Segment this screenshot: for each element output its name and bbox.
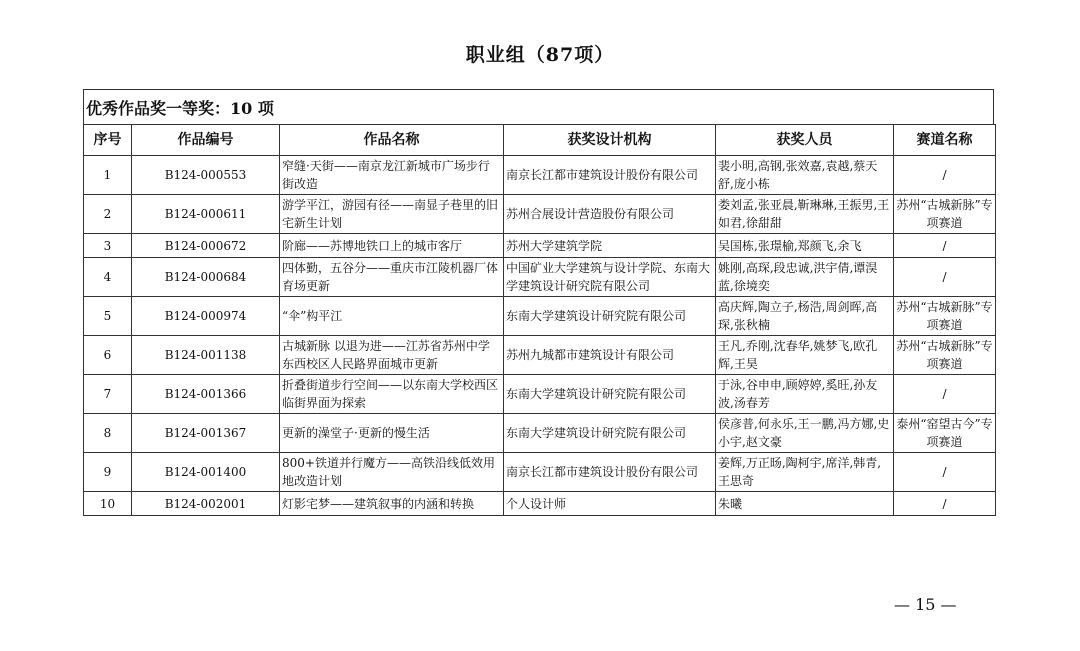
cell-people: 吴国栋,张璟榆,郑颜飞,余飞: [716, 234, 894, 258]
table-row: [84, 195, 996, 234]
cell-code: B124-000684: [132, 258, 280, 297]
cell-track: /: [894, 375, 996, 414]
cell-no: 2: [84, 195, 132, 234]
column-header-code: 作品编号: [132, 125, 280, 156]
cell-people: 侯彦普,何永乐,王一鹏,冯方娜,史小宇,赵文豪: [716, 414, 894, 453]
cell-org: 苏州合展设计营造股份有限公司: [504, 195, 716, 234]
table-row: [84, 453, 996, 492]
cell-org: 个人设计师: [504, 492, 716, 516]
cell-name: 灯影宅梦——建筑叙事的内涵和转换: [280, 492, 504, 516]
table-row: [84, 414, 996, 453]
cell-name: 折叠街道步行空间——以东南大学校西区临街界面为探索: [280, 375, 504, 414]
cell-no: 8: [84, 414, 132, 453]
cell-people: 裴小明,高钢,张效嘉,袁越,蔡天舒,庞小栋: [716, 156, 894, 195]
cell-people: 朱曦: [716, 492, 894, 516]
awards-table: [83, 124, 996, 516]
cell-org: 南京长江都市建筑设计股份有限公司: [504, 453, 716, 492]
cell-code: B124-000974: [132, 297, 280, 336]
table-row: [84, 234, 996, 258]
table-header-row: [84, 125, 996, 156]
cell-name: 更新的澡堂子·更新的慢生活: [280, 414, 504, 453]
cell-name: 800+铁道并行魔方——高铁沿线低效用地改造计划: [280, 453, 504, 492]
cell-people: 姜辉,万正旸,陶柯宇,席洋,韩青,王思奇: [716, 453, 894, 492]
cell-no: 4: [84, 258, 132, 297]
cell-people: 王凡,乔刚,沈春华,姚梦飞,欧孔辉,王昊: [716, 336, 894, 375]
cell-people: 高庆辉,陶立子,杨浩,周剑晖,高琛,张秋楠: [716, 297, 894, 336]
cell-org: 中国矿业大学建筑与设计学院、东南大学建筑设计研究院有限公司: [504, 258, 716, 297]
cell-no: 3: [84, 234, 132, 258]
column-header-org: 获奖设计机构: [504, 125, 716, 156]
cell-name: “伞”构平江: [280, 297, 504, 336]
cell-code: B124-001366: [132, 375, 280, 414]
cell-track: 苏州“古城新脉”专项赛道: [894, 195, 996, 234]
cell-no: 6: [84, 336, 132, 375]
table-row: [84, 492, 996, 516]
cell-org: 苏州九城都市建筑设计有限公司: [504, 336, 716, 375]
cell-code: B124-001367: [132, 414, 280, 453]
cell-code: B124-001138: [132, 336, 280, 375]
table-row: [84, 336, 996, 375]
cell-no: 10: [84, 492, 132, 516]
award-category-header: 优秀作品奖一等奖：10 项: [83, 89, 994, 124]
cell-name: 窄缝·天街——南京龙江新城市广场步行街改造: [280, 156, 504, 195]
cell-track: /: [894, 492, 996, 516]
cell-code: B124-002001: [132, 492, 280, 516]
column-header-people: 获奖人员: [716, 125, 894, 156]
cell-track: 泰州“窑望古今”专项赛道: [894, 414, 996, 453]
cell-code: B124-000611: [132, 195, 280, 234]
cell-name: 古城新脉 以退为进——江苏省苏州中学东西校区人民路界面城市更新: [280, 336, 504, 375]
cell-track: /: [894, 234, 996, 258]
cell-no: 1: [84, 156, 132, 195]
cell-org: 苏州大学建筑学院: [504, 234, 716, 258]
table-row: [84, 297, 996, 336]
cell-code: B124-000553: [132, 156, 280, 195]
cell-no: 7: [84, 375, 132, 414]
cell-people: 姚刚,高琛,段忠诚,洪宇倩,谭淏蓝,徐境奕: [716, 258, 894, 297]
cell-no: 5: [84, 297, 132, 336]
page-number: — 15 —: [894, 595, 957, 614]
cell-org: 东南大学建筑设计研究院有限公司: [504, 375, 716, 414]
cell-name: 四体勤，五谷分——重庆市江陵机器厂体育场更新: [280, 258, 504, 297]
cell-track: 苏州“古城新脉”专项赛道: [894, 336, 996, 375]
table-row: [84, 156, 996, 195]
cell-org: 东南大学建筑设计研究院有限公司: [504, 414, 716, 453]
cell-org: 东南大学建筑设计研究院有限公司: [504, 297, 716, 336]
cell-name: 游学平江，游园有径——南显子巷里的旧宅新生计划: [280, 195, 504, 234]
table-row: [84, 375, 996, 414]
cell-code: B124-001400: [132, 453, 280, 492]
cell-org: 南京长江都市建筑设计股份有限公司: [504, 156, 716, 195]
column-header-no: 序号: [84, 125, 132, 156]
cell-track: /: [894, 453, 996, 492]
table-row: [84, 258, 996, 297]
cell-name: 阶廊——苏博地铁口上的城市客厅: [280, 234, 504, 258]
cell-track: 苏州“古城新脉”专项赛道: [894, 297, 996, 336]
page-title: 职业组（87项）: [465, 44, 615, 66]
cell-track: /: [894, 258, 996, 297]
cell-track: /: [894, 156, 996, 195]
column-header-track: 赛道名称: [894, 125, 996, 156]
cell-people: 娄刘孟,张亚晨,靳琳琳,王振男,王如君,徐甜甜: [716, 195, 894, 234]
column-header-name: 作品名称: [280, 125, 504, 156]
cell-no: 9: [84, 453, 132, 492]
cell-people: 于泳,谷申申,顾婷婷,奚旺,孙友波,汤春芳: [716, 375, 894, 414]
cell-code: B124-000672: [132, 234, 280, 258]
